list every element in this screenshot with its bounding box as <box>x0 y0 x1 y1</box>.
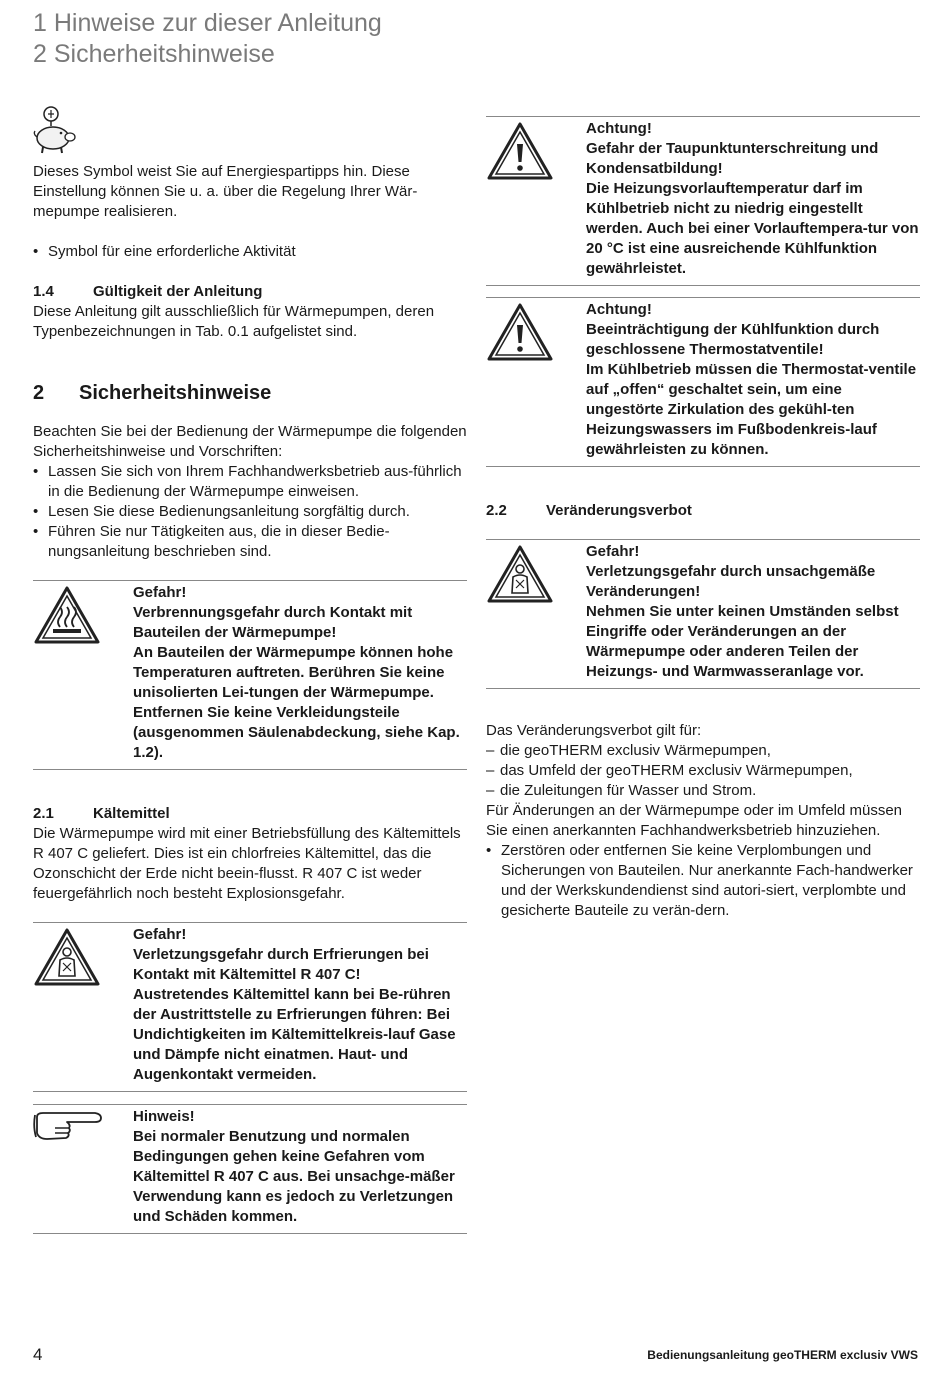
energy-tip-text: Dieses Symbol weist Sie auf Energiespartipps hin. Diese Einstellung können Sie u. a. über die Regelung Ihrer Wär-mepumpe realisieren. <box>33 163 418 220</box>
attention-condensation-notice <box>486 116 920 286</box>
notice-body: Bei normaler Benutzung und normalen Bedingungen gehen keine Gefahren vom Kältemittel R 407 C aus. Bei unsachge-mäßer Verwendung kann es jedoch zu Verletzungen und Schäden kommen. <box>133 1128 455 1225</box>
section-title: Gültigkeit der Anleitung <box>93 283 263 300</box>
notice-label: Gefahr! <box>133 584 187 601</box>
header-line-2: 2 Sicherheitshinweise <box>33 40 275 68</box>
notice-headline: Verbrennungsgefahr durch Kontakt mit Bauteilen der Wärmepumpe! <box>133 604 413 641</box>
notice-body: Nehmen Sie unter keinen Umständen selbst Eingriffe oder Veränderungen an der Wärmepumpe oder anderen Teilen der Heizungs- und Warmwasseranlage vor. <box>586 603 899 680</box>
page-number: 4 <box>33 1345 43 1364</box>
section-number: 2.2 <box>486 502 507 519</box>
ban-list <box>486 741 920 801</box>
section-2-heading <box>33 380 467 406</box>
notice-label: Hinweis! <box>133 1108 195 1125</box>
ban-text: Für Änderungen an der Wärmepumpe oder im Umfeld müssen Sie einen anerkannten Fachhandwerksbetrieb hinzuziehen. <box>486 802 903 839</box>
list-item: • Lassen Sie sich von Ihrem Fachhandwerksbetrieb aus-führlich in die Bedienung der Wärmepumpe einweisen. <box>33 462 467 502</box>
section-title: Sicherheitshinweise <box>79 382 272 404</box>
right-column <box>486 116 920 921</box>
section-title: Veränderungsverbot <box>546 502 692 519</box>
action-bullet-list <box>33 242 467 262</box>
notice-label: Gefahr! <box>133 926 187 943</box>
list-item: • Führen Sie nur Tätigkeiten aus, die in dieser Bedie-nungsanleitung beschrieben sind. <box>33 522 467 562</box>
ban-intro: Das Veränderungsverbot gilt für: <box>486 722 702 739</box>
header-line-1: 1 Hinweise zur dieser Anleitung <box>33 9 382 37</box>
section-2-1-heading <box>33 804 467 824</box>
notice-label: Achtung! <box>586 120 652 137</box>
exclamation-warning-icon <box>486 300 586 460</box>
section-2-2-heading <box>486 501 920 521</box>
danger-modification-notice <box>486 539 920 689</box>
section-number: 1.4 <box>33 283 54 300</box>
list-item: • Lesen Sie diese Bedienungsanleitung sorgfältig durch. <box>33 502 467 522</box>
danger-heat-notice <box>33 580 467 770</box>
action-bullet: • Symbol für eine erforderliche Aktivität <box>33 242 467 262</box>
section-1-4-text: Diese Anleitung gilt ausschließlich für Wärmepumpen, deren Typenbezeichnungen in Tab. 0.1 aufgelistet sind. <box>33 303 435 340</box>
section-number: 2.1 <box>33 805 54 822</box>
notice-label: Gefahr! <box>586 543 640 560</box>
list-item: – die geoTHERM exclusiv Wärmepumpen, <box>486 741 920 761</box>
section-1-4-heading <box>33 282 467 302</box>
notice-headline: Gefahr der Taupunktunterschreitung und Kondensatbildung! <box>586 140 879 177</box>
pointing-hand-icon <box>33 1107 133 1227</box>
notice-label: Achtung! <box>586 301 652 318</box>
list-item: – die Zuleitungen für Wasser und Strom. <box>486 781 920 801</box>
exclamation-warning-icon <box>486 119 586 279</box>
notice-headline: Beeinträchtigung der Kühlfunktion durch geschlossene Thermostatventile! <box>586 321 880 358</box>
page-header <box>33 8 382 70</box>
ban-bullet-list <box>486 841 920 921</box>
piggy-bank-icon <box>33 104 467 162</box>
notice-headline: Verletzungsgefahr durch unsachgemäße Veränderungen! <box>586 563 876 600</box>
document-title: Bedienungsanleitung geoTHERM exclusiv VWS <box>647 1348 918 1362</box>
section-2-intro: Beachten Sie bei der Bedienung der Wärmepumpe die folgenden Sicherheitshinweise und Vorschriften: <box>33 423 467 460</box>
notice-body: Die Heizungsvorlauftemperatur darf im Kühlbetrieb nicht zu niedrig eingestellt werden. Auch bei einer Vorlauftempera-tur von 20 °C ist eine ausreichende Kühlfunktion gewährleistet. <box>586 180 919 277</box>
section-2-1-text: Die Wärmepumpe wird mit einer Betriebsfüllung des Kältemittels R 407 C geliefert. Dies ist ein chlorfreies Kältemittel, das die Ozonschicht der Erde nicht beein-flusst. R 407 C ist weder feuergefährlich noch besteht Explosionsgefahr. <box>33 825 461 902</box>
injury-warning-icon <box>33 925 133 1085</box>
notice-body: Im Kühlbetrieb müssen die Thermostat-ventile auf „offen“ geschaltet sein, um eine ungestörte Zirkulation des gekühl-ten Heizungswassers im Fußbodenkreis-lauf gewährleisten zu können. <box>586 361 917 458</box>
attention-thermostat-notice <box>486 297 920 467</box>
danger-frost-notice <box>33 922 467 1092</box>
notice-headline: Verletzungsgefahr durch Erfrierungen bei Kontakt mit Kältemittel R 407 C! <box>133 946 429 983</box>
hint-notice <box>33 1104 467 1234</box>
section-number: 2 <box>33 382 45 404</box>
list-item: • Zerstören oder entfernen Sie keine Verplombungen und Sicherungen von Bauteilen. Nur anerkannte Fach-handwerker und der Werkskundendienst sind autori-siert, verplombte und gesicherte Bauteile zu verän-dern. <box>486 841 920 921</box>
section-title: Kältemittel <box>93 805 170 822</box>
hot-surface-warning-icon <box>33 583 133 763</box>
notice-body: Austretendes Kältemittel kann bei Be-rühren der Austrittstelle zu Erfrierungen führen: Bei Undichtigkeiten im Kältemittelkreis-lauf Gase und Dämpfe nicht einatmen. Haut- und Augenkontakt vermeiden. <box>133 986 456 1083</box>
safety-bullet-list <box>33 462 467 562</box>
injury-warning-icon <box>486 542 586 682</box>
left-column <box>33 100 467 1234</box>
list-item: – das Umfeld der geoTHERM exclusiv Wärmepumpen, <box>486 761 920 781</box>
notice-body: An Bauteilen der Wärmepumpe können hohe Temperaturen auftreten. Berühren Sie keine unisolierten Lei-tungen der Wärmepumpe. Entfernen Sie keine Verkleidungsteile (ausgenommen Säulenabdeckung, siehe Kap. 1.2). <box>133 644 460 761</box>
